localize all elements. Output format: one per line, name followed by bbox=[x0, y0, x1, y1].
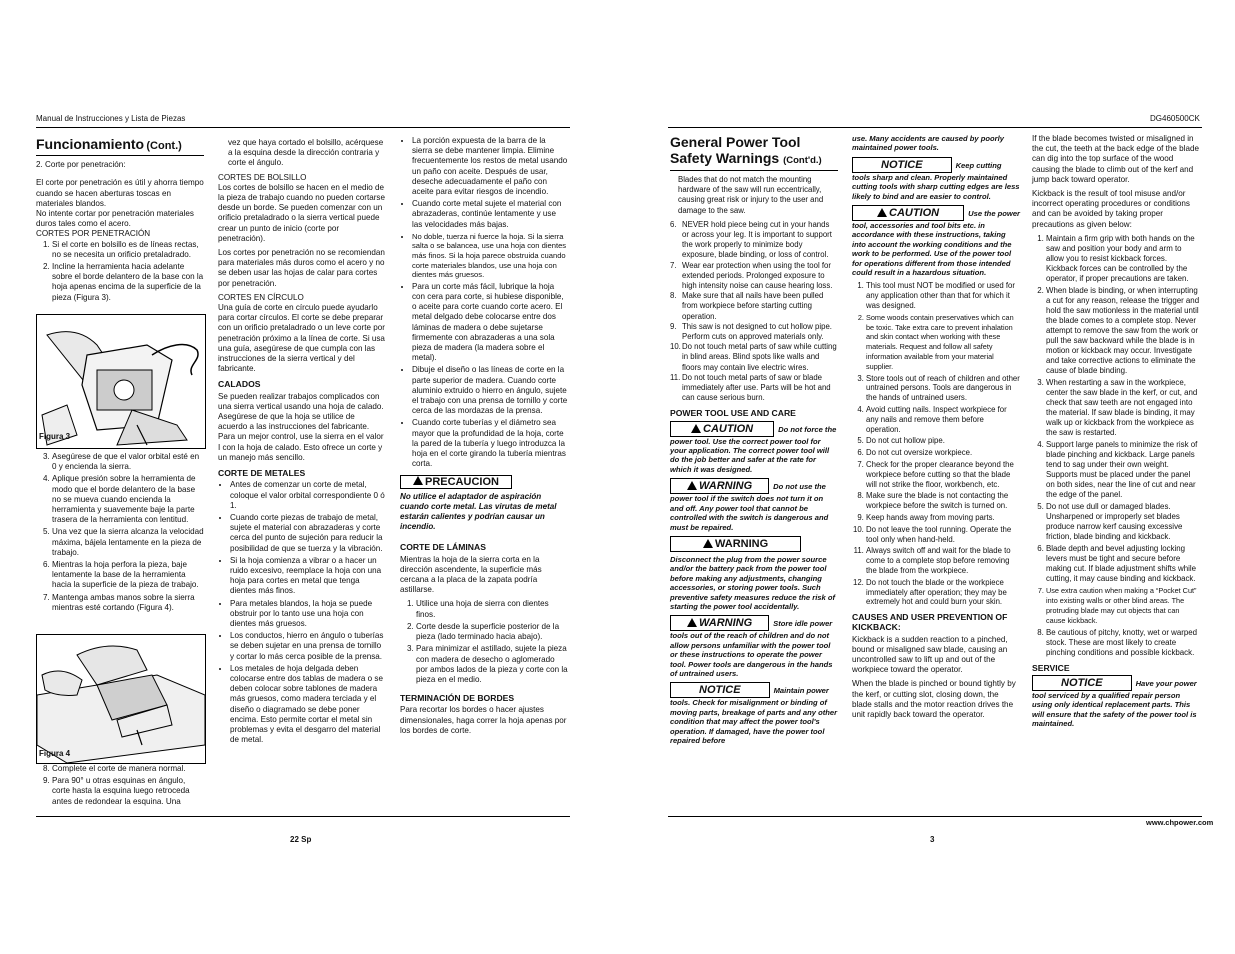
warning-triangle-icon bbox=[703, 539, 713, 548]
list-item: 4. Avoid cutting nails. Inspect workpiece for any nails and remove them before operation. bbox=[866, 405, 1020, 434]
para: Los cortes por penetración no se recomiendan para materiales más duros como el acero y no se deben usar las hojas de calar para cortes por penetración. bbox=[218, 248, 385, 288]
figure-3 bbox=[36, 314, 206, 449]
list-item: • Los conductos, hierro en ángulo o tuberías se deben sujetar en una prensa de tornillo y cortar lo más cerca posible de la prensa. bbox=[230, 631, 386, 662]
title-rule bbox=[670, 170, 838, 171]
list-item: • Antes de comenzar un corte de metal, coloque el valor orbital correspondiente 0 ó 1. bbox=[230, 480, 386, 511]
warning-label: WARNING bbox=[715, 537, 769, 550]
list-item: 3. Para minimizar el astillado, sujete la pieza con madera de desecho o aglomerado por ambos lados de la pieza y corte con la pieza en el medio. bbox=[416, 644, 568, 685]
list-item: 1. Si el corte en bolsillo es de líneas rectas, no se necesita un orificio pretaladrado. bbox=[52, 240, 204, 260]
list-item: 7. Check for the proper clearance beyond the workpiece before cutting so that the blade will not strike the floor, workbench, etc. bbox=[866, 460, 1020, 489]
notice-badge-3 bbox=[1032, 675, 1132, 691]
list-item: 2. Some woods contain preservatives which can be toxic. Take extra care to prevent inhalation and skin contact when working with these materials. Request and follow all safety information available from your material supplier. bbox=[866, 313, 1020, 372]
subheading: CORTES EN CÍRCULO bbox=[218, 292, 304, 302]
para: If the blade becomes twisted or misaligned in the cut, the teeth at the back edge of the blade can dig into the top surface of the wood causing the blade to climb out of the kerf and jump back toward operator. bbox=[1032, 134, 1199, 184]
heading-metales: CORTE DE METALES bbox=[218, 468, 306, 479]
list-item: 4. Aplique presión sobre la herramienta de modo que el borde delantero de la base no se mueva cuando encienda la herramienta y suavemente baje la parte trasera de la herramienta con lentitud. bbox=[52, 474, 204, 525]
right-title-cont: (Cont'd.) bbox=[783, 155, 822, 166]
warning-label: WARNING bbox=[699, 617, 753, 630]
left-running-header: Manual de Instrucciones y Lista de Piezas bbox=[36, 114, 186, 123]
warning-triangle-icon bbox=[687, 481, 697, 490]
list-item: 8. Complete el corte de manera normal. bbox=[52, 764, 204, 774]
website: www.chpower.com bbox=[1146, 818, 1214, 827]
right-header-rule bbox=[668, 127, 1202, 128]
para: Kickback is a sudden reaction to a pinched, bound or misaligned saw blade, causing an uncontrolled saw to lift up and out of the workpiece toward the operator. bbox=[852, 634, 1008, 675]
list-item: • No doble, tuerza ni fuerce la hoja. Si la sierra salta o se balancea, use una hoja con dientes más finos. Si la hoja parece obstruida cuando corte materiales blandos, use una hoja con dientes más gruesos. bbox=[412, 232, 568, 280]
list-item: • Cuando corte piezas de trabajo de metal, sujete el material con abrazaderas y corte cerca del punto de sujeción para reducir la posibilidad de que se tuerza y la vibración. bbox=[230, 513, 386, 554]
warning-badge-2 bbox=[670, 536, 801, 552]
subheading: CORTES DE BOLSILLO bbox=[218, 172, 307, 182]
left-col-2 bbox=[218, 138, 386, 749]
caution-label: CAUTION bbox=[703, 422, 754, 435]
warning-text: Do not use the power tool if the switch does not turn it on and off. Any power tool that cannot be controlled with the switch is dangerous and must be repaired. bbox=[670, 482, 829, 532]
list-item: 2. Incline la herramienta hacia adelante sobre el borde delantero de la base con la hoja apenas encima de la superficie de la pieza (Figura 3). bbox=[52, 262, 204, 303]
list-item: 7. Wear ear protection when using the tool for extended periods. Prolonged exposure to high intensity noise can cause hearing loss. bbox=[670, 260, 833, 291]
notice-text: Maintain power tools. Check for misalignment or binding of moving parts, breakage of parts and any other condition that may affect the power tool's operation. If damaged, have the power tool repaired before bbox=[670, 686, 838, 746]
para: Se pueden realizar trabajos complicados con una sierra vertical usando una hoja de calado. Asegúrese de que la hoja se utilice de acuerdo a las instrucciones del fabricante. Para un mejor control, use la sierra en el valor I con la hoja de calado. Esto ofrece un corte y un manejo más sencillo. bbox=[218, 391, 384, 462]
para: use. Many accidents are caused by poorly maintained power tools. bbox=[852, 134, 1004, 153]
warning-triangle-icon bbox=[877, 208, 887, 217]
list-item: 8. Make sure the blade is not contacting the workpiece before the switch is turned on. bbox=[866, 491, 1020, 511]
jigsaw-plunge-illustration bbox=[37, 315, 205, 448]
notice-text: Keep cutting tools sharp and clean. Properly maintained cutting tools with sharp cutting edges are less likely to bind and are easier to control. bbox=[852, 160, 1020, 201]
list-item: 8. Make sure that all nails have been pulled from workpiece before starting cutting operation. bbox=[670, 291, 824, 321]
list-item: • Para un corte más fácil, lubrique la hoja con cera para corte, si hubiese disponible, o aceite para corte cuando corte acero. El metal delgado debe colocarse entre dos láminas de madera o debe sujetarse firmemente con abrazaderas a una sola pieza de madera (la madera sobre el metal). bbox=[412, 282, 568, 364]
section-title-cont: (Cont.) bbox=[146, 140, 182, 152]
para: Para recortar los bordes o hacer ajustes dimensionales, haga correr la hoja apenas por los bordes de corte. bbox=[400, 705, 567, 735]
warning-text: Store idle power tools out of the reach of children and do not allow persons unfamiliar with the power tool or these instructions to operate the power tool. Power tools are dangerous in the hands of untrained users. bbox=[670, 619, 833, 678]
list-item: 1. Utilice una hoja de sierra con dientes finos. bbox=[416, 599, 568, 619]
list-item: 3. Asegúrese de que el valor orbital esté en 0 y encienda la sierra. bbox=[52, 452, 204, 472]
list-item: 8. Be cautious of pitchy, knotty, wet or warped stock. These are most likely to create pinching conditions and possible kickback. bbox=[1046, 628, 1200, 658]
notice-badge-2 bbox=[852, 157, 952, 173]
list-item: • Si la hoja comienza a vibrar o a hacer un ruido excesivo, reemplace la hoja con una hoja para cortes en metal que tenga dientes más finos. bbox=[230, 556, 386, 597]
heading-service: SERVICE bbox=[1032, 662, 1070, 673]
list-item: 9. Keep hands away from moving parts. bbox=[866, 513, 1020, 523]
warning-label: WARNING bbox=[699, 480, 753, 493]
list-item: 5. Do not cut hollow pipe. bbox=[866, 436, 1020, 446]
right-running-header: DG460500CK bbox=[1150, 114, 1200, 123]
para: No intente cortar por penetración materiales duros tales como el acero. bbox=[36, 209, 194, 229]
list-item: 10. Do not leave the tool running. Operate the tool only when hand-held. bbox=[866, 525, 1020, 545]
list-item: 2. When blade is binding, or when interrupting a cut for any reason, release the trigger and hold the saw motionless in the material until the blade comes to a complete stop. Never attempt to remove the saw from the work or pull the saw backward while the blade is in motion or kickback may occur. Investigate and take corrective actions to eliminate the cause of blade binding. bbox=[1046, 286, 1200, 376]
left-header-rule bbox=[36, 127, 570, 128]
list-item: 1. This tool must NOT be modified or used for any application other than that for which it was designed. bbox=[866, 281, 1020, 310]
list-item: • Dibuje el diseño o las líneas de corte en la parte superior de madera. Cuando corte aluminio extruido o hierro en ángulo, sujete el trabajo con una prensa de tornillo y corte cerca de las mordazas de la prensa. bbox=[412, 365, 568, 416]
left-col-1c bbox=[36, 764, 204, 811]
warning-triangle-icon bbox=[413, 476, 423, 485]
para: Kickback is the result of tool misuse and/or incorrect operating procedures or conditions and can be avoided by taking proper precautions as given below: bbox=[1032, 189, 1190, 229]
left-col-1 bbox=[36, 136, 204, 305]
section-title-text: Funcionamiento bbox=[36, 136, 145, 152]
warning-triangle-icon bbox=[687, 618, 697, 627]
precaucion-badge bbox=[400, 475, 512, 488]
para: vez que haya cortado el bolsillo, acérquese a la esquina desde la dirección contraria y corte el ángulo. bbox=[228, 138, 384, 168]
para: El corte por penetración es útil y ahorra tiempo cuando se hacen aberturas toscas en materiales blandos. bbox=[36, 178, 204, 208]
notice-label: NOTICE bbox=[699, 684, 741, 697]
caution-text: Use the power tool, accessories and tool bits etc. in accordance with these instructions, taking into account the working conditions and the work to be performed. Use of the power tool for operations different from those intended could result in a hazardous situation. bbox=[852, 209, 1021, 278]
heading-bordes: TERMINACIÓN DE BORDES bbox=[400, 693, 515, 704]
warning-triangle-icon bbox=[691, 424, 701, 433]
list-item: 12. Do not touch the blade or the workpiece immediately after operation; they may be extremely hot and could burn your skin. bbox=[866, 578, 1020, 607]
para: Mientras la hoja de la sierra corta en la dirección ascendente, la superficie más cercana a la placa de la zapata podría astillarse. bbox=[400, 554, 542, 595]
figure-3-label: Figura 3 bbox=[39, 432, 71, 441]
right-col-1 bbox=[670, 134, 838, 749]
heading-calados: CALADOS bbox=[218, 379, 261, 390]
warning-badge-3 bbox=[670, 615, 769, 631]
precaucion-label: PRECAUCION bbox=[425, 476, 499, 489]
right-col-3 bbox=[1032, 134, 1200, 733]
list-item: 9. This saw is not designed to cut hollow pipe. Perform cuts on approved materials only. bbox=[670, 321, 832, 342]
list-item: • La porción expuesta de la barra de la sierra se debe mantener limpia. Elimine frecuentemente los restos de metal usando un paño con aceite. Después de usar, deseche adecuadamente el paño con aceite para evitar riesgos de incendio. bbox=[412, 136, 568, 197]
item-2: 2. Corte por penetración: bbox=[36, 160, 126, 170]
list-item: 6. NEVER hold piece being cut in your hands or across your leg. It is important to support the work properly to minimize body exposure, blade binding, or loss of control. bbox=[670, 219, 832, 260]
list-item: 1. Maintain a firm grip with both hands on the saw and position your body and arm to allow you to resist kickback forces. Kickback forces can be controlled by the operator, if proper precautions are taken. bbox=[1046, 234, 1200, 284]
list-item: • Los metales de hoja delgada deben colocarse entre dos tablas de madera o se deben colocar sobre tablones de madera más gruesos, como madera terciada y el diseño o diagramado se debe poner encima. Esto permite cortar el metal sin problemas y evita el desgarro del material de metal. bbox=[230, 664, 386, 746]
list-item: 3. Store tools out of reach of children and other untrained persons. Tools are dangerous in the hands of untrained users. bbox=[866, 374, 1020, 403]
right-col-2 bbox=[852, 134, 1020, 724]
list-item: 4. Support large panels to minimize the risk of blade pinching and kickback. Large panels tend to sag under their own weight. Supports must be placed under the panel on both sides, near the line of cut and near the edge of the panel. bbox=[1046, 440, 1200, 500]
warning-text: Disconnect the plug from the power source and/or the battery pack from the power tool before making any adjustments, changing accessories, or storing power tools. Such preventive safety measures reduce the risk of starting the power tool accidentally. bbox=[670, 554, 836, 611]
title-rule bbox=[36, 155, 204, 156]
para: When the blade is pinched or bound tightly by the kerf, or cutting slot, closing down, the blade stalls and the motor reaction drives the unit rapidly back toward the operator. bbox=[852, 679, 1016, 719]
right-title-line1: General Power Tool bbox=[670, 134, 801, 150]
precaucion-text: No utilice el adaptador de aspiración cuando corte metal. Las virutas de metal estarán calientes y podrían causar un incendio. bbox=[400, 491, 557, 532]
list-item: 6. Do not cut oversize workpiece. bbox=[866, 448, 1020, 458]
list-item: 7. Mantenga ambas manos sobre la sierra mientras esté cortando (Figura 4). bbox=[52, 593, 204, 613]
right-footer-rule bbox=[668, 816, 1202, 817]
jigsaw-cutting-illustration bbox=[37, 635, 205, 763]
figure-4 bbox=[36, 634, 206, 764]
para: Los cortes de bolsillo se hacen en el medio de la pieza de trabajo cuando no pueden cortarse desde un borde. Se pueden comenzar con un orificio pretaladrado o la sierra vertical puede crear un punto de inicio (corte por penetración). bbox=[218, 182, 385, 243]
left-col-3 bbox=[400, 136, 568, 740]
list-item: 11. Always switch off and wait for the blade to come to a complete stop before removing the blade from the workpiece. bbox=[866, 546, 1020, 575]
warning-badge bbox=[670, 478, 769, 494]
left-col-1b bbox=[36, 452, 204, 615]
subheading: CORTES POR PENETRACIÓN bbox=[36, 229, 151, 239]
list-item: 5. Do not use dull or damaged blades. Unsharpened or improperly set blades produce narrow kerf causing excessive friction, blade binding and kickback. bbox=[1046, 502, 1200, 542]
list-item: • Para metales blandos, la hoja se puede obstruir por lo tanto use una hoja con dientes más gruesos. bbox=[230, 599, 386, 630]
caution-badge-2 bbox=[852, 205, 964, 221]
figure-4-label: Figura 4 bbox=[39, 749, 71, 758]
list-item: 3. When restarting a saw in the workpiece, center the saw blade in the kerf, or cut, and check that saw teeth are not engaged into the material. If saw blade is binding, it may walk up or kickback from the workpiece as the saw is restarted. bbox=[1046, 378, 1200, 438]
para: Blades that do not match the mounting hardware of the saw will run eccentrically, causing great risk or injury to the user and damage to the saw. bbox=[678, 175, 824, 215]
heading-kickback: CAUSES AND USER PREVENTION OF KICKBACK: bbox=[852, 612, 1008, 633]
heading-use-care: POWER TOOL USE AND CARE bbox=[670, 408, 796, 419]
left-page-number: 22 Sp bbox=[290, 835, 312, 844]
list-item: 10. Do not touch metal parts of saw while cutting in blind areas. Blind spots like walls and floors may contain live electric wires. bbox=[670, 342, 837, 372]
list-item: 6. Blade depth and bevel adjusting locking levers must be tight and secure before making cut. If blade adjustment shifts while cutting, it may cause binding and kickback. bbox=[1046, 544, 1200, 584]
list-item: 7. Use extra caution when making a “Pocket Cut” into existing walls or other blind areas. The protruding blade may cut objects that can cause kickback. bbox=[1046, 586, 1200, 626]
notice-label: NOTICE bbox=[1061, 677, 1103, 690]
caution-label: CAUTION bbox=[889, 207, 940, 220]
list-item: 5. Una vez que la sierra alcanza la velocidad máxima, bájela lentamente en la pieza de trabajo. bbox=[52, 527, 204, 558]
list-item: 9. Para 90° u otras esquinas en ángulo, corte hasta la esquina luego retroceda antes de redondear la esquina. Una bbox=[52, 776, 204, 807]
right-page-number: 3 bbox=[930, 835, 935, 844]
list-item: 6. Mientras la hoja perfora la pieza, baje lentamente la base de la herramienta hacia la superficie de la pieza de trabajo. bbox=[52, 560, 204, 591]
heading-laminas: CORTE DE LÁMINAS bbox=[400, 542, 486, 553]
right-title bbox=[670, 134, 838, 169]
list-item: • Cuando corte tuberías y el diámetro sea mayor que la profundidad de la hoja, corte la pared de la tubería y luego introduzca la hoja en el corte girando la tubería mientras corta. bbox=[412, 418, 568, 469]
notice-label: NOTICE bbox=[881, 158, 923, 171]
list-item: • Cuando corte metal sujete el material con abrazaderas, continúe lentamente y use las velocidades más bajas. bbox=[412, 199, 568, 230]
right-title-line2: Safety Warnings bbox=[670, 150, 780, 166]
para: Una guía de corte en círculo puede ayudarlo para cortar círculos. El corte se debe preparar con un orificio pretaladrado o un leve corte por penetración próximo a la línea de corte. Si usa una guía, asegúrese de que cumpla con las instrucciones de la sierra vertical y del fabricante. bbox=[218, 303, 385, 374]
caution-badge bbox=[670, 421, 774, 437]
left-footer-rule bbox=[36, 816, 570, 817]
list-item: 2. Corte desde la superficie posterior de la pieza (lado terminado hacia abajo). bbox=[416, 622, 568, 642]
caution-text: Do not force the power tool. Use the correct power tool for your application. The correct power tool will do the job better and safer at the rate for which it was designed. bbox=[670, 424, 837, 474]
section-title bbox=[36, 136, 204, 152]
list-item: 11. Do not touch metal parts of saw or blade immediately after use. Parts will be hot and can cause serious burn. bbox=[670, 372, 831, 403]
notice-badge bbox=[670, 682, 770, 698]
notice-text: Have your power tool serviced by a qualified repair person using only identical replacement parts. This will ensure that the safety of the power tool is maintained. bbox=[1032, 679, 1197, 729]
